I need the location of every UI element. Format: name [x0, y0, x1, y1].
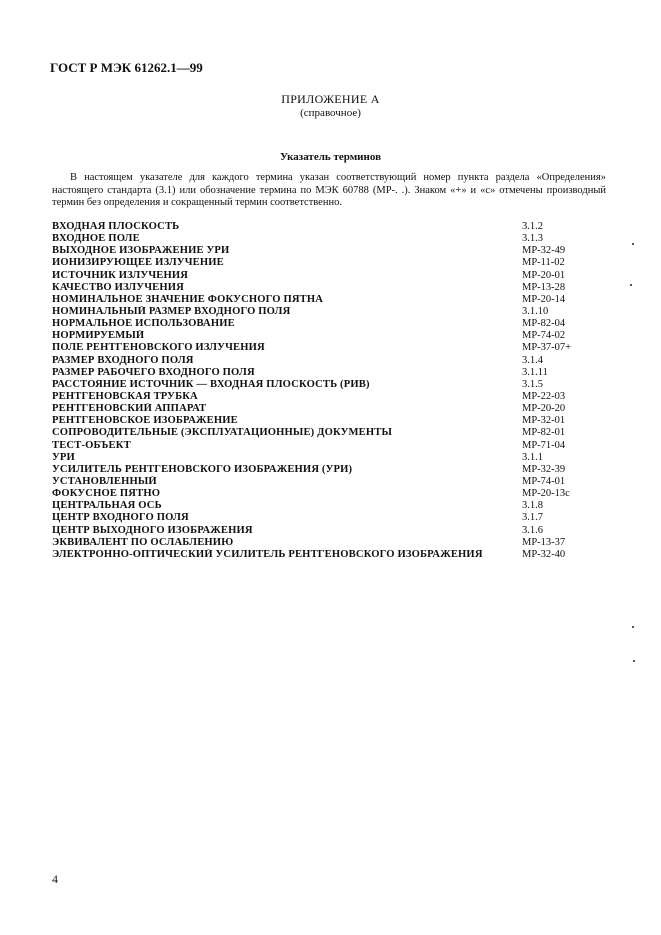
term-code: 3.1.1	[522, 451, 543, 463]
intro-paragraph: В настоящем указателе для каждого термина указан соответствующий номер пункта раздела «Определения» настоящего стандарта (3.1) или обозначение термина по МЭК 60788 (МР-. .). Знаком «+» и «с» отмечены производный термин без определения и сокращенный термин соответственно.	[52, 172, 606, 208]
term-row	[52, 488, 612, 500]
term-code: МР-82-04	[522, 318, 566, 330]
term-code: МР-11-02	[522, 257, 565, 269]
term-row	[52, 525, 612, 537]
term-name: ЭКВИВАЛЕНТ ПО ОСЛАБЛЕНИЮ	[52, 536, 234, 548]
term-row	[52, 355, 612, 367]
term-row	[52, 221, 612, 233]
term-row	[52, 500, 612, 512]
term-code: 3.1.5	[522, 378, 543, 390]
term-name: ВХОДНАЯ ПЛОСКОСТЬ	[52, 221, 180, 232]
terms-list	[52, 221, 612, 561]
term-name: СОПРОВОДИТЕЛЬНЫЕ (ЭКСПЛУАТАЦИОННЫЕ) ДОКУМЕНТЫ	[52, 427, 393, 439]
term-row	[52, 270, 612, 282]
term-name: НОМИНАЛЬНОЕ ЗНАЧЕНИЕ ФОКУСНОГО ПЯТНА	[52, 293, 324, 305]
term-code: 3.1.2	[522, 221, 543, 232]
term-code: 3.1.7	[522, 512, 543, 524]
term-code: МР-20-01	[522, 269, 566, 281]
term-row	[52, 306, 612, 318]
term-name: ТЕСТ-ОБЪЕКТ	[52, 439, 131, 451]
term-row	[52, 452, 612, 464]
term-row	[52, 476, 612, 488]
term-name: УСТАНОВЛЕННЫЙ	[52, 475, 157, 487]
term-code: МР-32-39	[522, 463, 566, 475]
term-row	[52, 512, 612, 524]
term-name: РЕНТГЕНОВСКИЙ АППАРАТ	[52, 403, 207, 415]
term-name: ИОНИЗИРУЮЩЕЕ ИЗЛУЧЕНИЕ	[52, 257, 224, 269]
scan-speck	[633, 660, 635, 662]
term-name: ЦЕНТР ВЫХОДНОГО ИЗОБРАЖЕНИЯ	[52, 524, 253, 536]
term-name: РЕНТГЕНОВСКОЕ ИЗОБРАЖЕНИЕ	[52, 415, 238, 427]
term-name: ВЫХОДНОЕ ИЗОБРАЖЕНИЕ УРИ	[52, 245, 230, 257]
term-code: МР-32-01	[522, 415, 566, 427]
document-header: ГОСТ Р МЭК 61262.1—99	[50, 60, 203, 75]
appendix-subtitle: (справочное)	[300, 107, 361, 119]
term-row	[52, 318, 612, 330]
term-code: 3.1.8	[522, 500, 543, 512]
term-row	[52, 233, 612, 245]
term-name: ЦЕНТР ВХОДНОГО ПОЛЯ	[52, 512, 189, 524]
term-name: НОМИНАЛЬНЫЙ РАЗМЕР ВХОДНОГО ПОЛЯ	[52, 305, 291, 317]
appendix-title: ПРИЛОЖЕНИЕ А	[281, 92, 380, 106]
term-row	[52, 440, 612, 452]
term-name: ПОЛЕ РЕНТГЕНОВСКОГО ИЗЛУЧЕНИЯ	[52, 342, 265, 354]
term-row	[52, 282, 612, 294]
term-code: МР-13-37	[522, 536, 566, 548]
index-title: Указатель терминов	[279, 151, 382, 163]
term-row	[52, 257, 612, 269]
scan-speck	[632, 243, 634, 245]
term-code: МР-37-07+	[522, 342, 572, 354]
term-name: РАЗМЕР РАБОЧЕГО ВХОДНОГО ПОЛЯ	[52, 366, 255, 378]
page-number: 4	[52, 872, 58, 886]
term-code: 3.1.11	[522, 366, 548, 378]
term-name: ВХОДНОЕ ПОЛЕ	[52, 233, 140, 245]
term-row	[52, 403, 612, 415]
term-code: 3.1.10	[522, 305, 549, 317]
term-row	[52, 549, 612, 561]
term-code: МР-20-20	[522, 403, 566, 415]
term-row	[52, 379, 612, 391]
term-name: НОРМИРУЕМЫЙ	[52, 330, 145, 342]
term-code: 3.1.4	[522, 354, 543, 366]
term-code: МР-74-02	[522, 330, 566, 342]
term-row	[52, 391, 612, 403]
term-code: МР-74-01	[522, 475, 566, 487]
term-code: МР-71-04	[522, 439, 566, 451]
term-name: РАССТОЯНИЕ ИСТОЧНИК — ВХОДНАЯ ПЛОСКОСТЬ (РИВ)	[52, 378, 370, 390]
term-code: МР-22-03	[522, 390, 566, 402]
term-code: МР-20-13с	[522, 488, 570, 500]
term-row	[52, 537, 612, 549]
term-name: ИСТОЧНИК ИЗЛУЧЕНИЯ	[52, 269, 189, 281]
term-code: МР-82-01	[522, 427, 566, 439]
scan-speck	[630, 284, 632, 286]
term-code: МР-13-28	[522, 281, 566, 293]
term-row	[52, 330, 612, 342]
term-row	[52, 245, 612, 257]
term-name: ФОКУСНОЕ ПЯТНО	[52, 488, 161, 500]
scan-speck	[632, 626, 634, 628]
term-name: РЕНТГЕНОВСКАЯ ТРУБКА	[52, 390, 198, 402]
term-row	[52, 367, 612, 379]
term-code: МР-20-14	[522, 293, 566, 305]
term-name: ЭЛЕКТРОННО-ОПТИЧЕСКИЙ УСИЛИТЕЛЬ РЕНТГЕНОВСКОГО ИЗОБРАЖЕНИЯ	[52, 548, 483, 560]
term-row	[52, 342, 612, 354]
term-name: ЦЕНТРАЛЬНАЯ ОСЬ	[52, 500, 162, 512]
term-row	[52, 294, 612, 306]
term-code: 3.1.6	[522, 524, 543, 536]
term-code: МР-32-40	[522, 548, 566, 560]
term-name: НОРМАЛЬНОЕ ИСПОЛЬЗОВАНИЕ	[52, 318, 235, 330]
term-name: УРИ	[52, 451, 75, 463]
term-name: КАЧЕСТВО ИЗЛУЧЕНИЯ	[52, 281, 184, 293]
term-row	[52, 464, 612, 476]
term-code: 3.1.3	[522, 233, 543, 245]
term-row	[52, 415, 612, 427]
term-name: УСИЛИТЕЛЬ РЕНТГЕНОВСКОГО ИЗОБРАЖЕНИЯ (УРИ)	[52, 463, 353, 475]
term-name: РАЗМЕР ВХОДНОГО ПОЛЯ	[52, 354, 194, 366]
term-code: МР-32-49	[522, 245, 566, 257]
term-row	[52, 427, 612, 439]
